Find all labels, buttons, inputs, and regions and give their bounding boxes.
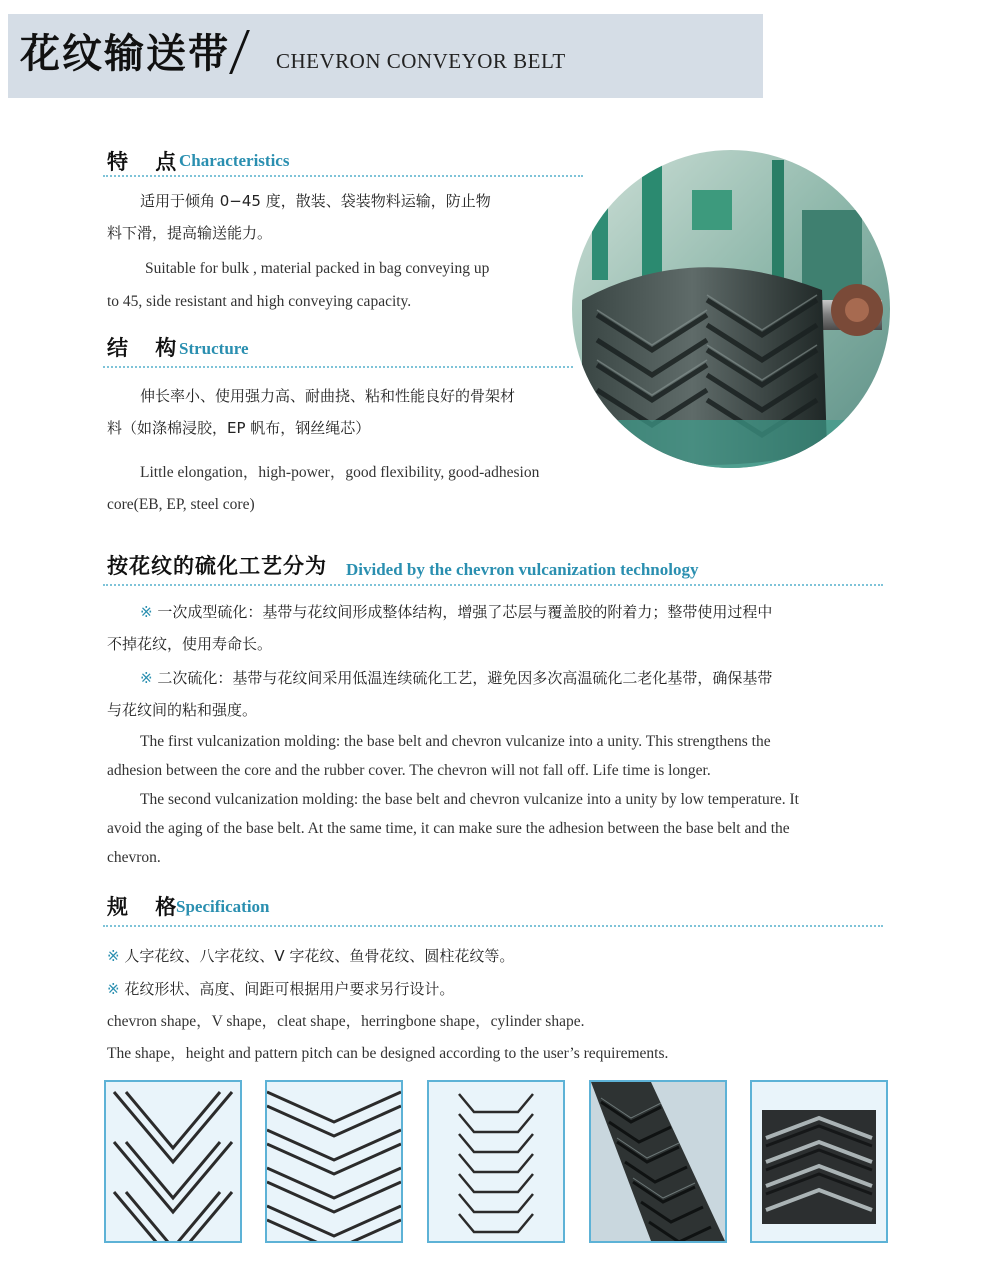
vulcanization-en2-line2: avoid the aging of the base belt. At the same time, it can make sure the adhesion between the base belt and the [107,820,790,837]
characteristics-text-cn-2: 料下滑，提高输送能力。 [107,224,273,242]
reference-mark: ※ [140,603,153,621]
characteristics-heading-cn: 特 点 [107,150,187,174]
specification-heading-en: Specification [176,897,270,916]
vulcanization-en1-line1: The first vulcanization molding: the base belt and chevron vulcanize into a unity. This strengthens the [140,733,771,750]
structure-text-en-2: core(EB, EP, steel core) [107,496,255,513]
vulcanization-divider [103,584,883,586]
vulcanization-item1-line2: 不掉花纹，使用寿命长。 [107,635,273,653]
characteristics-divider [103,175,583,177]
conveyor-belt-photo [572,150,890,468]
structure-text-en-1: Little elongation，high-power，good flexibility, good-adhesion [140,464,540,481]
cleat-pattern-thumb [427,1080,565,1243]
page-title-cn: 花纹输送带 [20,31,230,77]
chevron-pattern-thumb [265,1080,403,1243]
vulcanization-en2-line3: chevron. [107,849,161,866]
vulcanization-heading-en: Divided by the chevron vulcanization technology [346,560,699,579]
specification-divider [103,925,883,927]
specification-heading-cn: 规 格 [107,895,187,919]
structure-heading-cn: 结 构 [107,336,187,360]
specification-en-1: chevron shape，V shape，cleat shape，herringbone shape，cylinder shape. [107,1013,585,1030]
specification-en-2: The shape，height and pattern pitch can be designed according to the user’s requirements. [107,1045,669,1062]
structure-heading-en: Structure [179,339,249,358]
reference-mark: ※ [107,947,120,965]
vulcanization-item1-line1: ※ 一次成型硫化：基带与花纹间形成整体结构，增强了芯层与覆盖胶的附着力；整带使用过程中 [140,603,773,621]
page-title-en: CHEVRON CONVEYOR BELT [276,49,566,73]
reference-mark: ※ [107,980,120,998]
vulcanization-item2-line2: 与花纹间的粘和强度。 [107,701,258,719]
specification-cn-1: ※ 人字花纹、八字花纹、V 字花纹、鱼骨花纹、圆柱花纹等。 [107,947,515,965]
structure-text-cn-1: 伸长率小、使用强力高、耐曲挠、粘和性能良好的骨架材 [140,387,516,405]
vulcanization-item2-line1: ※ 二次硫化：基带与花纹间采用低温连续硫化工艺，避免因多次高温硫化二老化基带，确保基带 [140,669,773,687]
characteristics-text-cn-1: 适用于倾角 0−45 度，散装、袋装物料运输，防止物 [140,192,491,210]
structure-text-cn-2: 料（如涤棉浸胶，EP 帆布，钢丝绳芯） [107,419,371,437]
vulcanization-en1-line2: adhesion between the core and the rubber cover. The chevron will not fall off. Life time is longer. [107,762,711,779]
vulcanization-en2-line1: The second vulcanization molding: the base belt and chevron vulcanize into a unity by low temperature. It [140,791,799,808]
v-shape-pattern-thumb [104,1080,242,1243]
structure-divider [103,366,573,368]
cylinder-belt-photo-thumb [750,1080,888,1243]
reference-mark: ※ [140,669,153,687]
vulcanization-heading-cn: 按花纹的硫化工艺分为 [107,554,327,578]
characteristics-text-en-2: to 45, side resistant and high conveying capacity. [107,293,412,310]
specification-cn-2: ※ 花纹形状、高度、间距可根据用户要求另行设计。 [107,980,455,998]
herringbone-belt-photo-thumb [589,1080,727,1243]
characteristics-text-en-1: Suitable for bulk , material packed in bag conveying up [145,260,490,277]
characteristics-heading-en: Characteristics [179,151,290,170]
